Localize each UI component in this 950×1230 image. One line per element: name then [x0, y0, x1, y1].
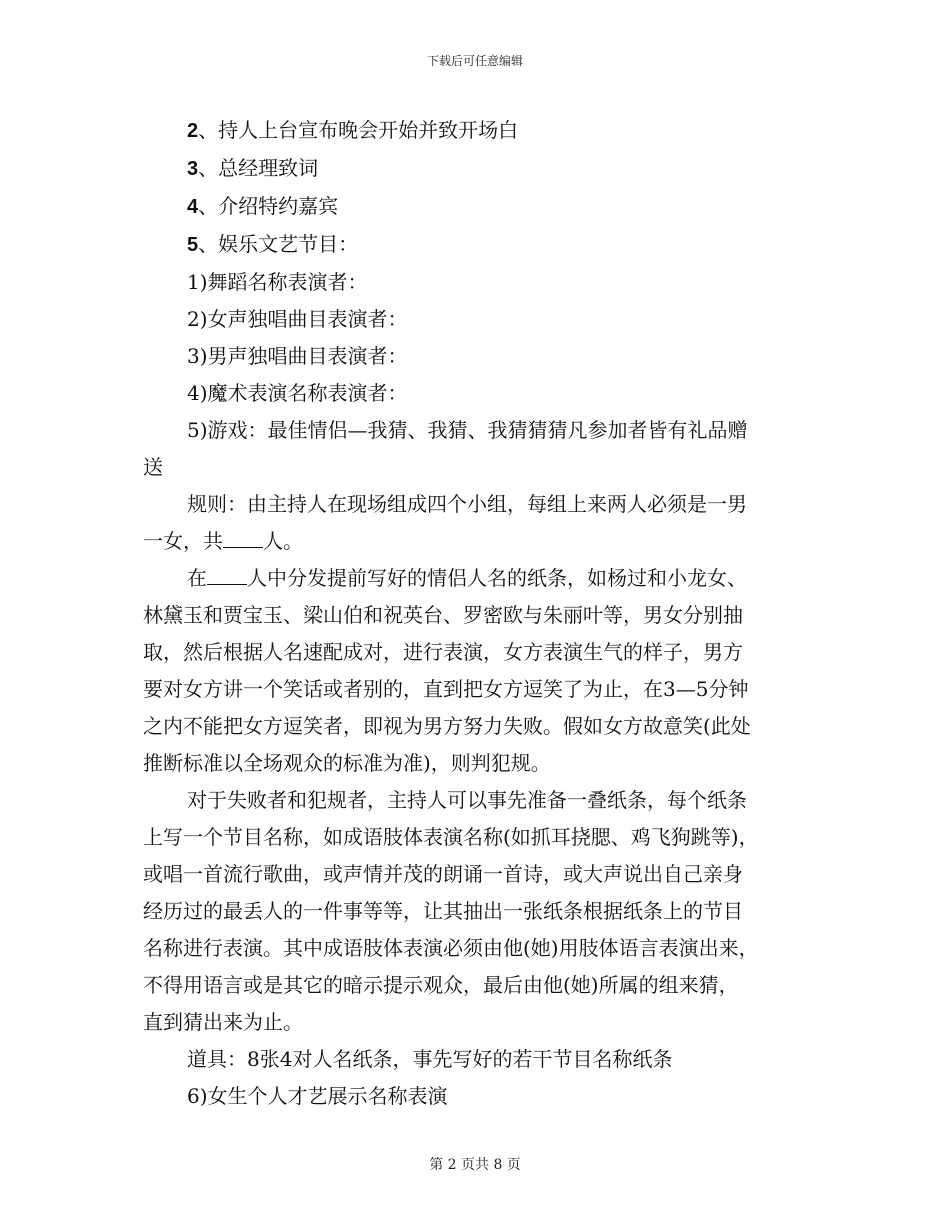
document-body: [143, 112, 803, 1115]
agenda-item-2: [143, 112, 803, 150]
agenda-number: 5: [187, 234, 199, 256]
agenda-item-3: [143, 150, 803, 188]
para2-line-5: 名称进行表演。其中成语肢体表演必须由他(她)用肢体语言表演出来，: [143, 936, 759, 960]
para2-line-6: 不得用语言或是其它的暗示提示观众，最后由他(她)所属的组来猜，: [143, 973, 739, 997]
rules-text-b: 人。: [263, 529, 303, 553]
para2-line-7: 直到猜出来为止。: [143, 1010, 303, 1034]
para1-line-1: [143, 560, 803, 597]
rules-text-a: 一女，共: [143, 529, 223, 553]
rules-line-2: [143, 523, 803, 560]
para1-text-b: 人中分发提前写好的情侣人名的纸条，如杨过和小龙女、: [247, 566, 747, 590]
program-item-6: 6)女生个人才艺展示名称表演: [187, 1084, 448, 1108]
program-item-2: 2)女声独唱曲目表演者：: [187, 307, 408, 331]
fill-in-blank: [223, 529, 263, 548]
agenda-text: 、总经理致词: [198, 156, 319, 180]
rules-line-1: 规则：由主持人在现场组成四个小组，每组上来两人必须是一男: [187, 492, 747, 516]
agenda-number: 4: [187, 196, 199, 218]
para1-line-3: 取，然后根据人名速配成对，进行表演，女方表演生气的样子，男方: [143, 640, 743, 664]
page-footer: 第 2 页共 8 页: [429, 1157, 521, 1173]
para1-line-5: 之内不能把女方逗笑者，即视为男方努力失败。假如女方故意笑(此处: [143, 714, 751, 738]
program-item-4: 4)魔术表演名称表演者：: [187, 381, 408, 405]
agenda-text: 、介绍特约嘉宾: [198, 194, 339, 218]
para1-line-4: 要对女方讲一个笑话或者别的，直到把女方逗笑了为止，在3—5分钟: [143, 677, 749, 701]
game-line-1: 5)游戏：最佳情侣—我猜、我猜、我猜猜猜凡参加者皆有礼品赠: [187, 418, 748, 442]
para2-line-4: 经历过的最丢人的一件事等等，让其抽出一张纸条根据纸条上的节目: [143, 899, 743, 923]
agenda-text: 、娱乐文艺节目：: [198, 232, 359, 256]
para2-line-3: 或唱一首流行歌曲，或声情并茂的朗诵一首诗，或大声说出自己亲身: [143, 862, 743, 886]
para1-line-2: 林黛玉和贾宝玉、梁山伯和祝英台、罗密欧与朱丽叶等，男女分别抽: [143, 603, 743, 627]
props-line: 道具：8张4对人名纸条，事先写好的若干节目名称纸条: [187, 1047, 673, 1071]
para2-line-1: 对于失败者和犯规者，主持人可以事先准备一叠纸条，每个纸条: [187, 788, 747, 812]
page-header: 下载后可任意编辑: [426, 54, 523, 68]
program-item-1: 1)舞蹈名称表演者：: [187, 270, 368, 294]
agenda-item-5: [143, 226, 803, 264]
fill-in-blank: [207, 566, 247, 585]
agenda-number: 3: [187, 158, 199, 180]
para2-line-2: 上写一个节目名称，如成语肢体表演名称(如抓耳挠腮、鸡飞狗跳等)，: [143, 825, 759, 849]
para1-text-a: 在: [187, 566, 207, 590]
agenda-number: 2: [187, 120, 199, 142]
agenda-item-4: [143, 188, 803, 226]
game-line-2: 送: [143, 455, 163, 479]
para1-line-6: 推断标准以全场观众的标准为准)，则判犯规。: [143, 751, 551, 775]
program-item-3: 3)男声独唱曲目表演者：: [187, 344, 408, 368]
agenda-text: 、持人上台宣布晚会开始并致开场白: [198, 118, 519, 142]
